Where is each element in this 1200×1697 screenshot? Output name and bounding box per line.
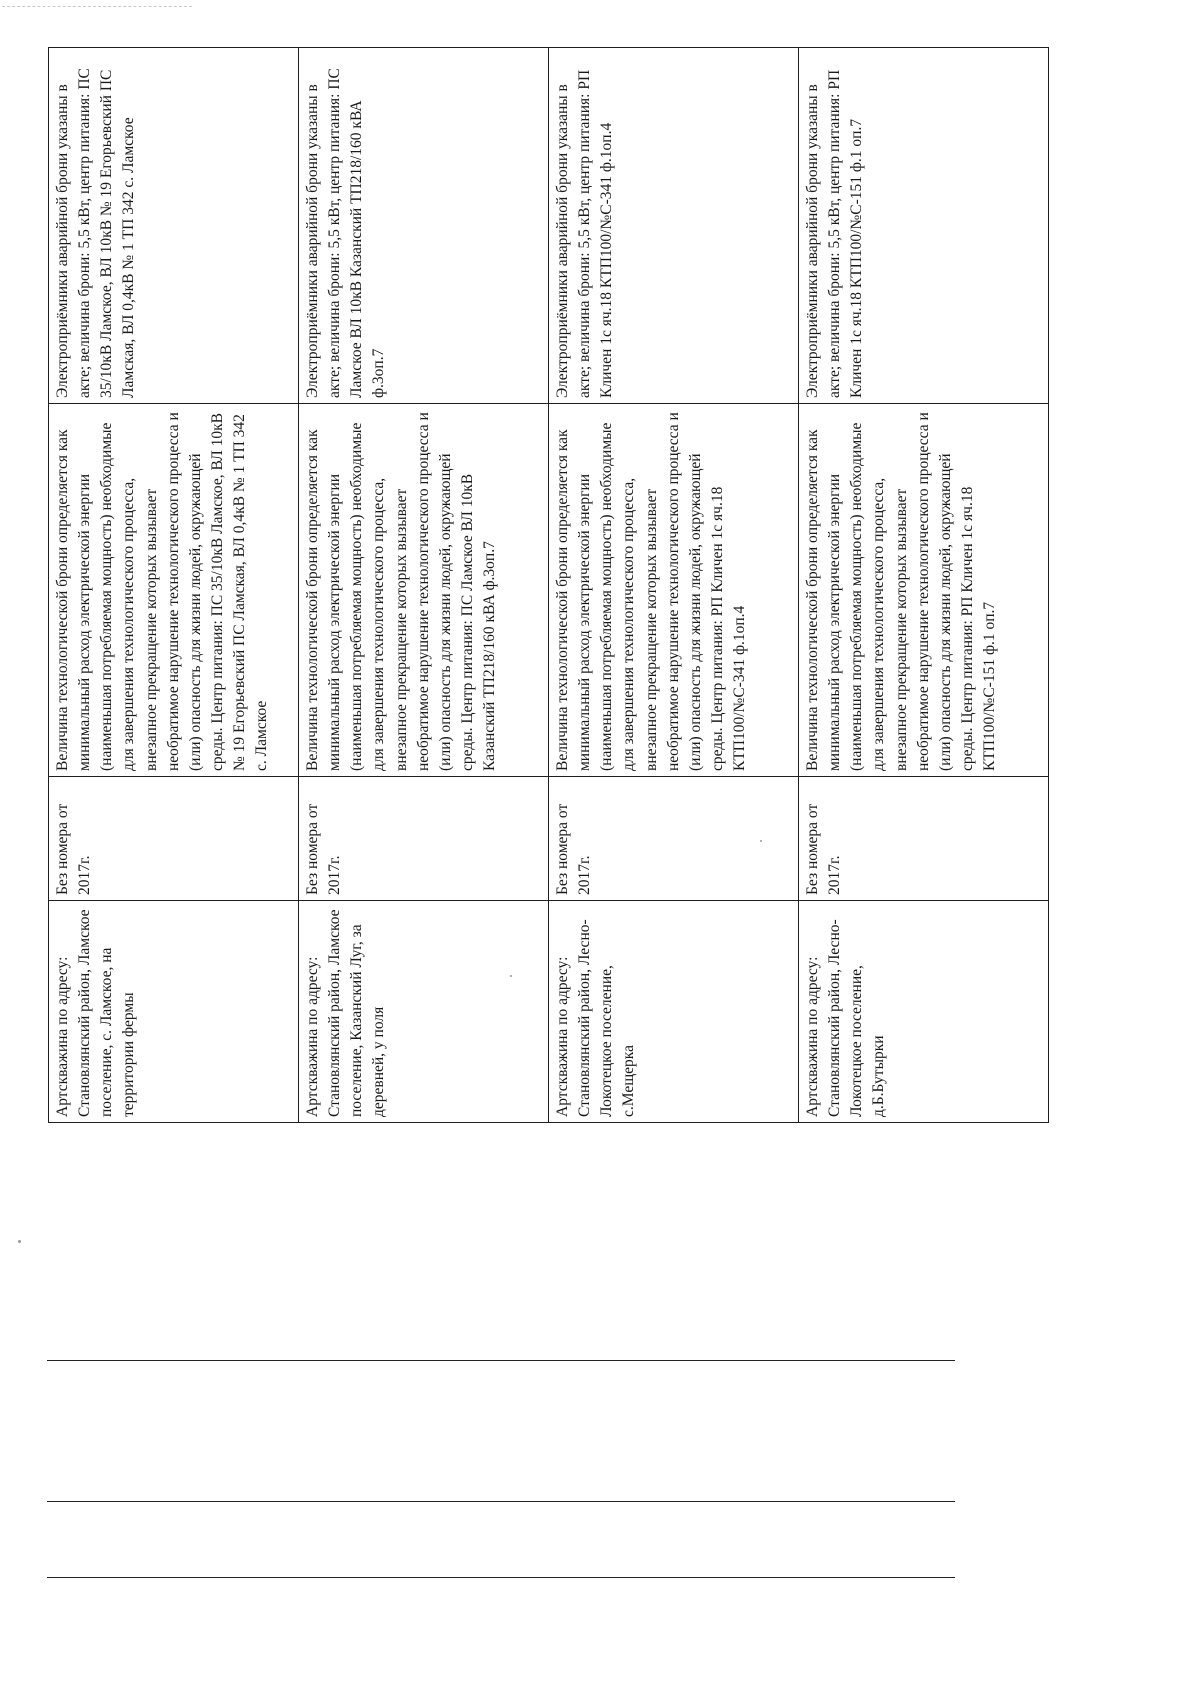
act-cell: Без номера от 2017г. [549,777,799,901]
table-row [549,48,799,1123]
scan-artifact-line [2,6,192,7]
scan-speck [510,975,512,977]
act-cell: Без номера от 2017г. [799,777,1049,901]
table-row [799,48,1049,1123]
technological-reserve-cell: Величина технологической брони определяется как минимальный расход электрической энергии (наименьшая потребляемая мощность) необходимые для завершения технологического процесса, внезапное прекращение которых вызывает необратимое нарушение технологического процесса и (или) опасность для жизни людей, окружающей среды. Центр питания: РП Кличен 1с яч.18 КТП100/№С-151 ф.1 оп.7 [799,404,1049,777]
address-cell: Артскважина по адресу: Становлянский район, Ламское поселение, Казанский Луг, за деревней, у поля [299,901,549,1123]
technological-reserve-cell: Величина технологической брони определяется как минимальный расход электрической энергии (наименьшая потребляемая мощность) необходимые для завершения технологического процесса, внезапное прекращение которых вызывает необратимое нарушение технологического процесса и (или) опасность для жизни людей, окружающей среды. Центр питания: РП Кличен 1с яч.18 КТП100/№С-341 ф.1оп.4 [549,404,799,777]
emergency-reserve-cell: Электроприёмники аварийной брони указаны в акте; величина брони: 5,5 кВт, центр питания: РП Кличен 1с яч.18 КТП100/№С-151 ф.1 оп.7 [799,48,1049,404]
address-cell: Артскважина по адресу: Становлянский район, Лесно-Локотецкое поселение, д.Б.Бутырки [799,901,1049,1123]
horizontal-rule [47,1577,955,1578]
emergency-reserve-cell: Электроприёмники аварийной брони указаны в акте; величина брони: 5,5 кВт, центр питания: ПС Ламское ВЛ 10кВ Казанский ТП218/160 кВА ф.3оп.7 [299,48,549,404]
horizontal-rule [47,1360,955,1361]
act-cell: Без номера от 2017г. [49,777,299,901]
table-row [49,48,299,1123]
technological-reserve-cell: Величина технологической брони определяется как минимальный расход электрической энергии (наименьшая потребляемая мощность) необходимые для завершения технологического процесса, внезапное прекращение которых вызывает необратимое нарушение технологического процесса и (или) опасность для жизни людей, окружающей среды. Центр питания: ПС Ламское ВЛ 10кВ Казанский ТП218/160 кВА ф.3оп.7 [299,404,549,777]
emergency-reserve-cell: Электроприёмники аварийной брони указаны в акте; величина брони: 5,5 кВт, центр питания: ПС 35/10кВ Ламское, ВЛ 10кВ № 19 Егорьевский ПС Ламская, ВЛ 0,4кВ № 1 ТП 342 с. Ламское [49,48,299,404]
emergency-reserve-cell: Электроприёмники аварийной брони указаны в акте; величина брони: 5,5 кВт, центр питания: РП Кличен 1с яч.18 КТП100/№С-341 ф.1оп.4 [549,48,799,404]
technological-reserve-cell: Величина технологической брони определяется как минимальный расход электрической энергии (наименьшая потребляемая мощность) необходимые для завершения технологического процесса, внезапное прекращение которых вызывает необратимое нарушение технологического процесса и (или) опасность для жизни людей, окружающей среды. Центр питания: ПС 35/10кВ Ламское, ВЛ 10кВ № 19 Егорьевский ПС Ламская, ВЛ 0,4кВ № 1 ТП 342 с. Ламское [49,404,299,777]
address-cell: Артскважина по адресу: Становлянский район, Ламское поселение, с. Ламское, на территории фермы [49,901,299,1123]
act-cell: Без номера от 2017г. [299,777,549,901]
horizontal-rule [47,1501,955,1502]
table-row [299,48,549,1123]
address-cell: Артскважина по адресу: Становлянский район, Лесно-Локотецкое поселение, с.Мещерка [549,901,799,1123]
scan-speck [760,840,762,842]
rotated-page-content [48,48,1048,1123]
backup-power-table [48,47,1049,1123]
scan-speck [18,1240,21,1243]
